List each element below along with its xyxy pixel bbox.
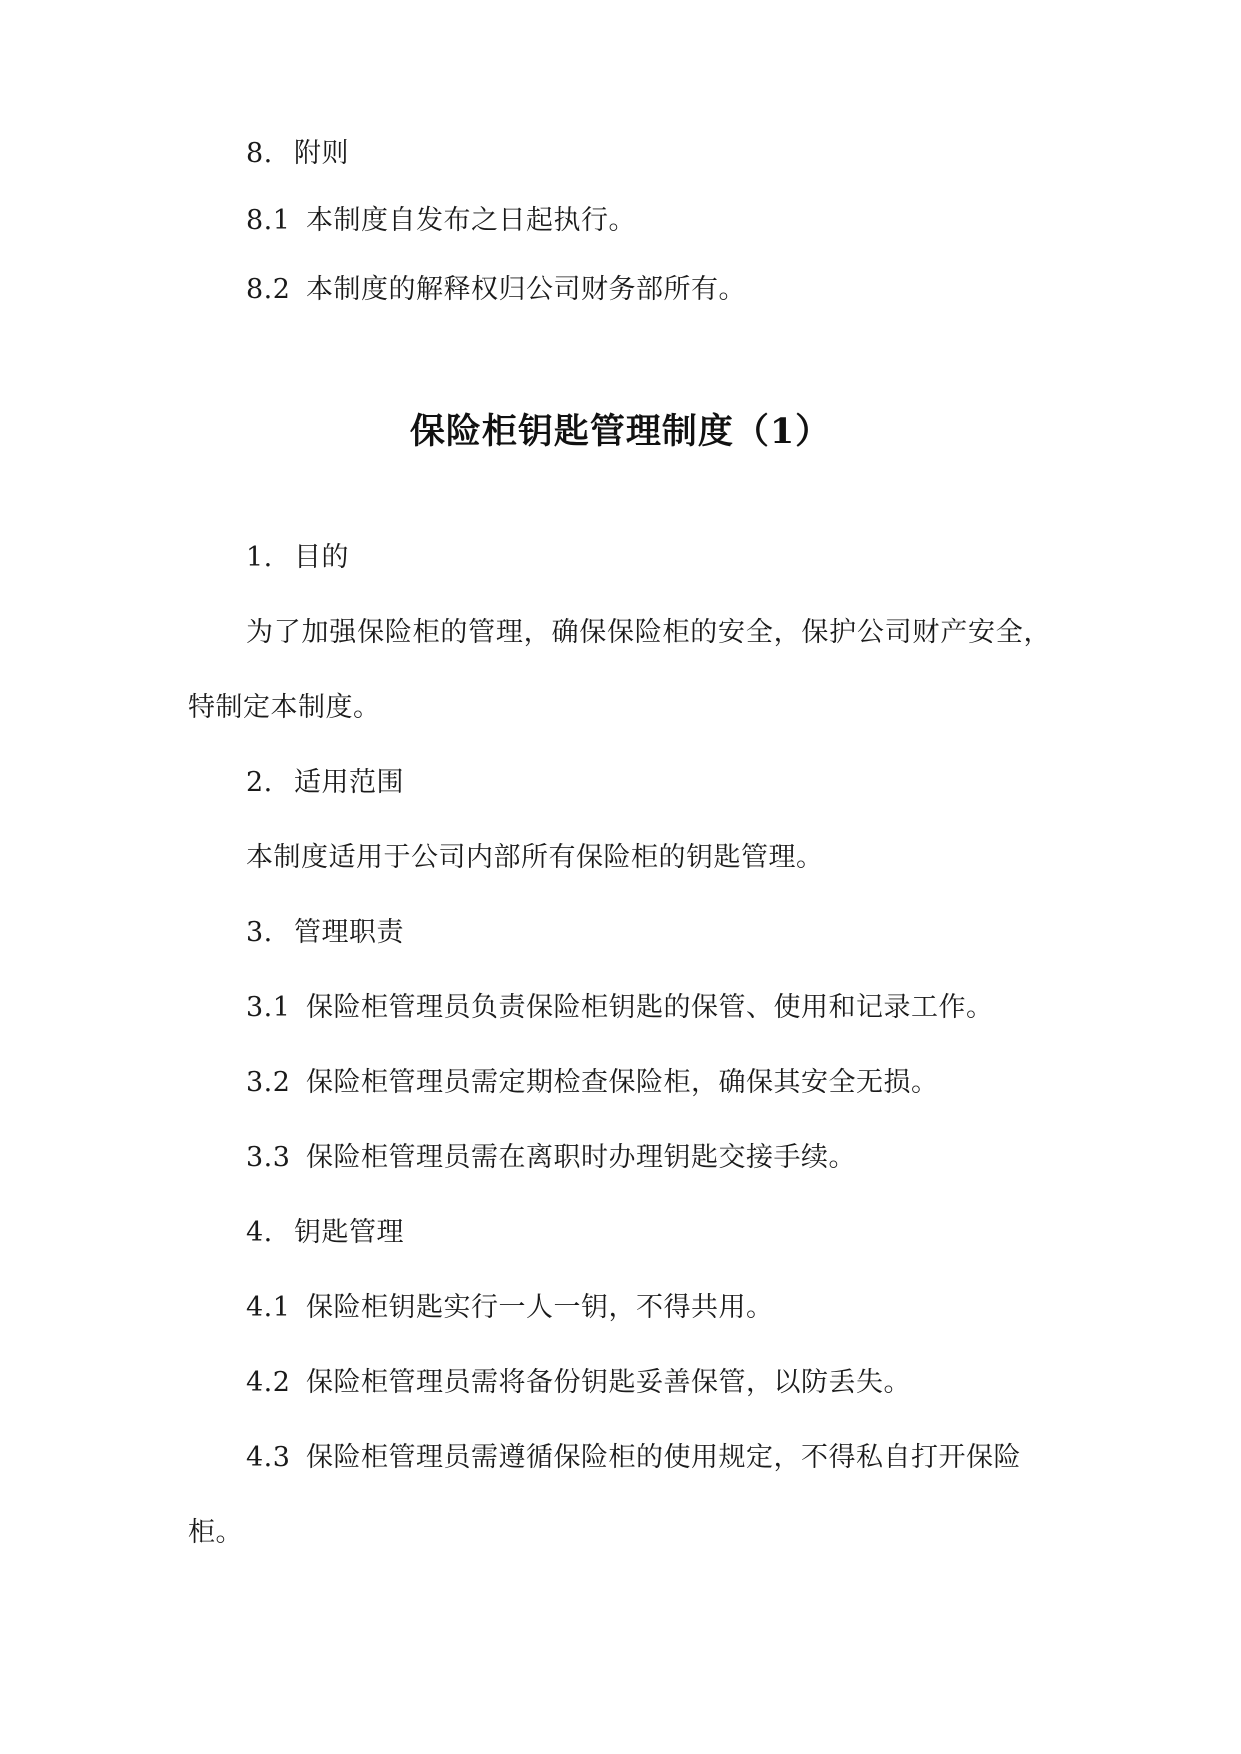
section-2-heading (246, 765, 404, 801)
clause-8-2 (246, 272, 746, 308)
clause-text: 保险柜管理员负责保险柜钥匙的保管、使用和记录工作。 (306, 992, 994, 1023)
clause-number: 3.1 (246, 992, 291, 1023)
clause-text: 保险柜钥匙实行一人一钥，不得共用。 (306, 1292, 774, 1323)
section-number: 4. (246, 1217, 273, 1248)
section-heading-text: 钥匙管理 (294, 1217, 404, 1248)
clause-number: 3.2 (246, 1067, 291, 1098)
clause-8-1 (246, 203, 636, 239)
clause-3-3 (246, 1140, 856, 1176)
section-4-heading (246, 1215, 404, 1251)
clause-number: 4.1 (246, 1292, 291, 1323)
clause-3-2 (246, 1065, 939, 1101)
clause-number: 8.1 (246, 205, 291, 236)
clause-number: 8.2 (246, 274, 291, 305)
section-heading-text: 附则 (294, 138, 349, 169)
section-number: 1. (246, 542, 273, 573)
clause-4-3-line-2: 柜。 (188, 1517, 243, 1548)
clause-4-2 (246, 1365, 911, 1401)
clause-number: 3.3 (246, 1142, 291, 1173)
clause-3-1 (246, 990, 994, 1026)
clause-text: 本制度自发布之日起执行。 (306, 205, 636, 236)
section-1-heading (246, 540, 349, 576)
section-2-paragraph: 本制度适用于公司内部所有保险柜的钥匙管理。 (246, 842, 824, 873)
clause-number: 4.3 (246, 1442, 291, 1473)
section-heading-text: 管理职责 (294, 917, 404, 948)
clause-text: 保险柜管理员需遵循保险柜的使用规定，不得私自打开保险 (306, 1442, 1021, 1473)
section-number: 2. (246, 767, 273, 798)
clause-4-1 (246, 1290, 774, 1326)
clause-text: 保险柜管理员需定期检查保险柜，确保其安全无损。 (306, 1067, 939, 1098)
section-heading-text: 适用范围 (294, 767, 404, 798)
clause-text: 保险柜管理员需在离职时办理钥匙交接手续。 (306, 1142, 856, 1173)
section-number: 3. (246, 917, 273, 948)
section-number: 8. (246, 138, 273, 169)
section-1-paragraph-line-1: 为了加强保险柜的管理，确保保险柜的安全，保护公司财产安全， (246, 617, 1051, 648)
clause-text: 保险柜管理员需将备份钥匙妥善保管，以防丢失。 (306, 1367, 911, 1398)
document-title: 保险柜钥匙管理制度（1） (409, 411, 832, 452)
section-8-heading (246, 136, 349, 172)
section-1-paragraph-line-2: 特制定本制度。 (188, 692, 381, 723)
clause-4-3-line-1 (246, 1440, 1021, 1476)
clause-number: 4.2 (246, 1367, 291, 1398)
clause-text: 本制度的解释权归公司财务部所有。 (306, 274, 746, 305)
section-heading-text: 目的 (294, 542, 349, 573)
section-3-heading (246, 915, 404, 951)
